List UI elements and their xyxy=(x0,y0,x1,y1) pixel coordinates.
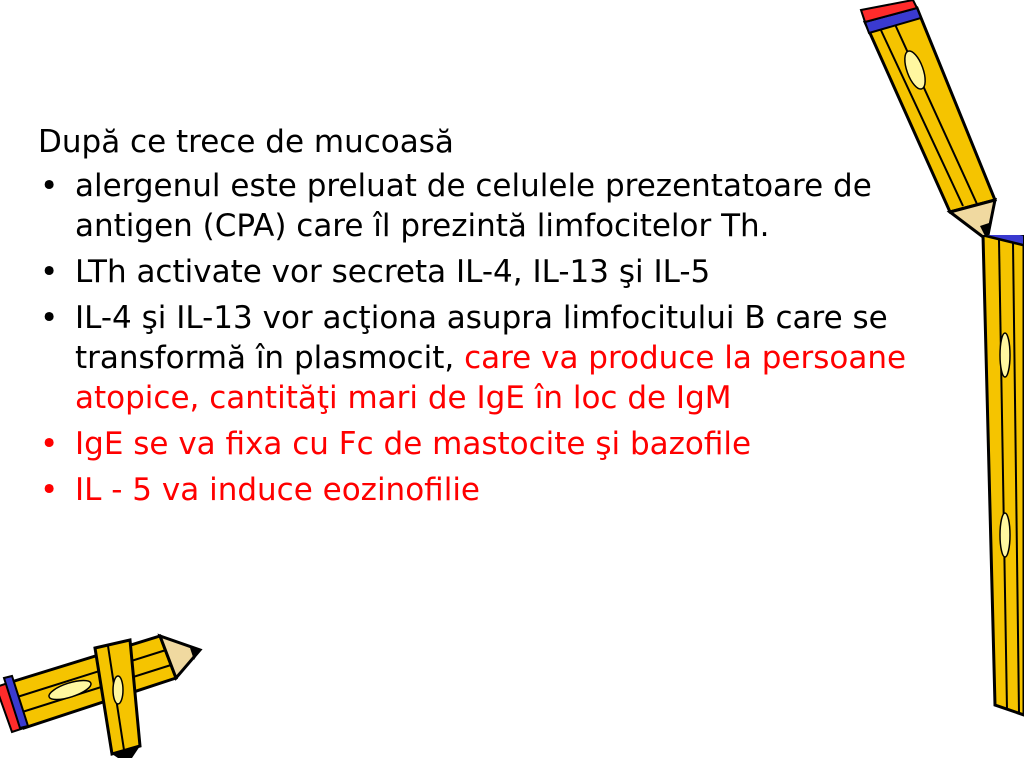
pencil-icon xyxy=(955,235,1024,720)
bullet-item xyxy=(38,470,968,510)
pencil-icon xyxy=(855,0,1005,245)
bullet-icon: • xyxy=(40,300,59,336)
bullet-text: alergenul este preluat de celulele prezentatoare de antigen (CPA) care îl prezintă limfocitelor Th. xyxy=(75,168,872,244)
bullet-list xyxy=(38,166,968,510)
bullet-text: IL-4 şi IL-13 vor acţiona asupra limfocitului B care se transformă în plasmocit, xyxy=(75,300,888,376)
bullet-icon: • xyxy=(40,168,59,204)
bullet-item xyxy=(38,252,968,292)
bullet-highlight-text: care va produce la persoane atopice, cantităţi mari de IgE în loc de IgM xyxy=(75,340,907,416)
bullet-item xyxy=(38,298,968,418)
bullet-item xyxy=(38,424,968,464)
bullet-icon: • xyxy=(40,472,59,508)
bullet-highlight-text: IL - 5 va induce eozinofilie xyxy=(75,472,480,508)
bullet-highlight-text: IgE se va fixa cu Fc de mastocite şi bazofile xyxy=(75,426,752,462)
slide-content xyxy=(38,122,968,516)
bullet-icon: • xyxy=(40,426,59,462)
bullet-text: LTh activate vor secreta IL-4, IL-13 şi IL-5 xyxy=(75,254,711,290)
bullet-icon: • xyxy=(40,254,59,290)
pencil-icon xyxy=(0,628,205,758)
intro-text: După ce trece de mucoasă xyxy=(38,124,454,160)
bullet-item xyxy=(38,166,968,246)
